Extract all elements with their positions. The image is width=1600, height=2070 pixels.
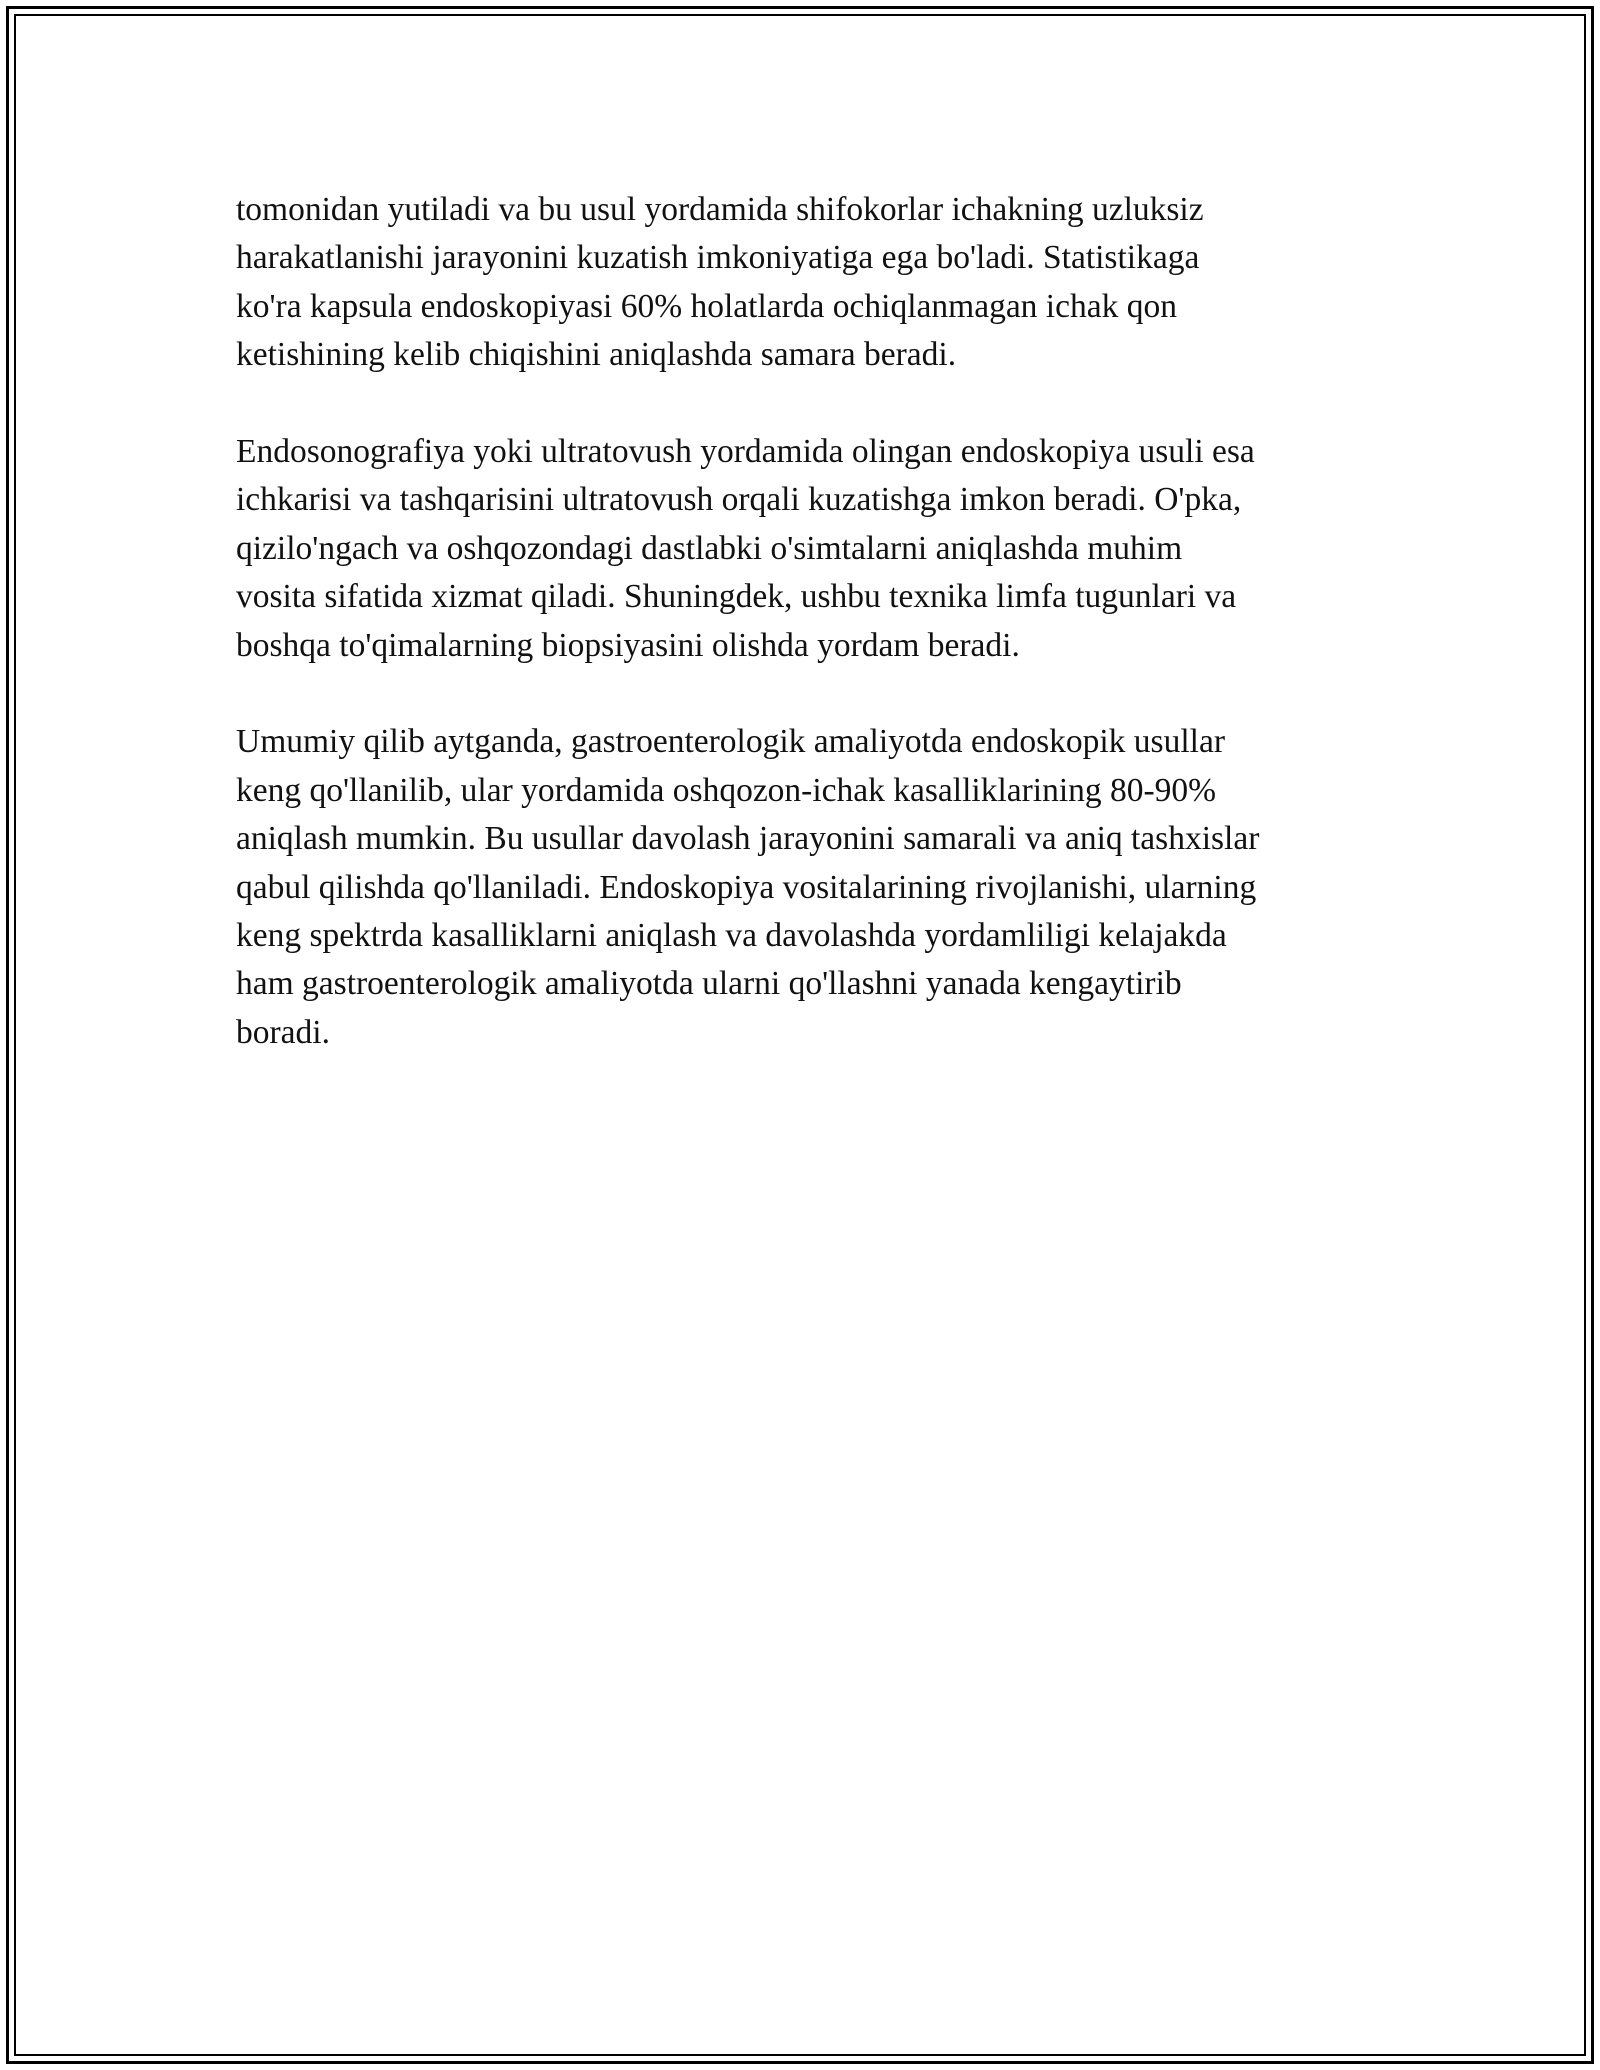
document-body bbox=[236, 186, 1386, 1106]
paragraph-endosonography bbox=[236, 428, 1386, 670]
paragraph-capsule-endoscopy bbox=[236, 186, 1386, 380]
text-line: ko'ra kapsula endoskopiyasi 60% holatlarda ochiqlanmagan ichak qon bbox=[236, 287, 1177, 325]
text-line: keng qo'llanilib, ular yordamida oshqozon-ichak kasalliklarining 80-90% bbox=[236, 771, 1217, 809]
text-line: ichkarisi va tashqarisini ultratovush orqali kuzatishga imkon beradi. O'pka, bbox=[236, 481, 1242, 519]
text-line: ham gastroenterologik amaliyotda ularni qo'llashni yanada kengaytirib bbox=[236, 965, 1182, 1003]
text-line: qabul qilishda qo'llaniladi. Endoskopiya vositalarining rivojlanishi, ularning bbox=[236, 868, 1257, 906]
text-line: tomonidan yutiladi va bu usul yordamida shifokorlar ichakning uzluksiz bbox=[236, 191, 1204, 228]
text-line: harakatlanishi jarayonini kuzatish imkoniyatiga ega bo'ladi. Statistikaga bbox=[236, 239, 1200, 277]
text-line: vosita sifatida xizmat qiladi. Shuningdek, ushbu texnika limfa tugunlari va bbox=[236, 578, 1237, 616]
text-line: Umumiy qilib aytganda, gastroenterologik amaliyotda endoskopik usullar bbox=[236, 723, 1225, 761]
text-line: qizilo'ngach va oshqozondagi dastlabki o'simtalarni aniqlashda muhim bbox=[236, 529, 1183, 567]
text-line: aniqlash mumkin. Bu usullar davolash jarayonini samarali va aniq tashxislar bbox=[236, 820, 1260, 858]
text-line: boradi. bbox=[236, 1013, 330, 1051]
text-line: keng spektrda kasalliklarni aniqlash va davolashda yordamliligi kelajakda bbox=[236, 917, 1227, 955]
text-line: Endosonografiya yoki ultratovush yordamida olingan endoskopiya usuli esa bbox=[236, 433, 1255, 471]
text-line: ketishining kelib chiqishini aniqlashda samara beradi. bbox=[236, 336, 957, 374]
text-line: boshqa to'qimalarning biopsiyasini olishda yordam beradi. bbox=[236, 626, 1020, 664]
paragraph-conclusion bbox=[236, 718, 1386, 1057]
